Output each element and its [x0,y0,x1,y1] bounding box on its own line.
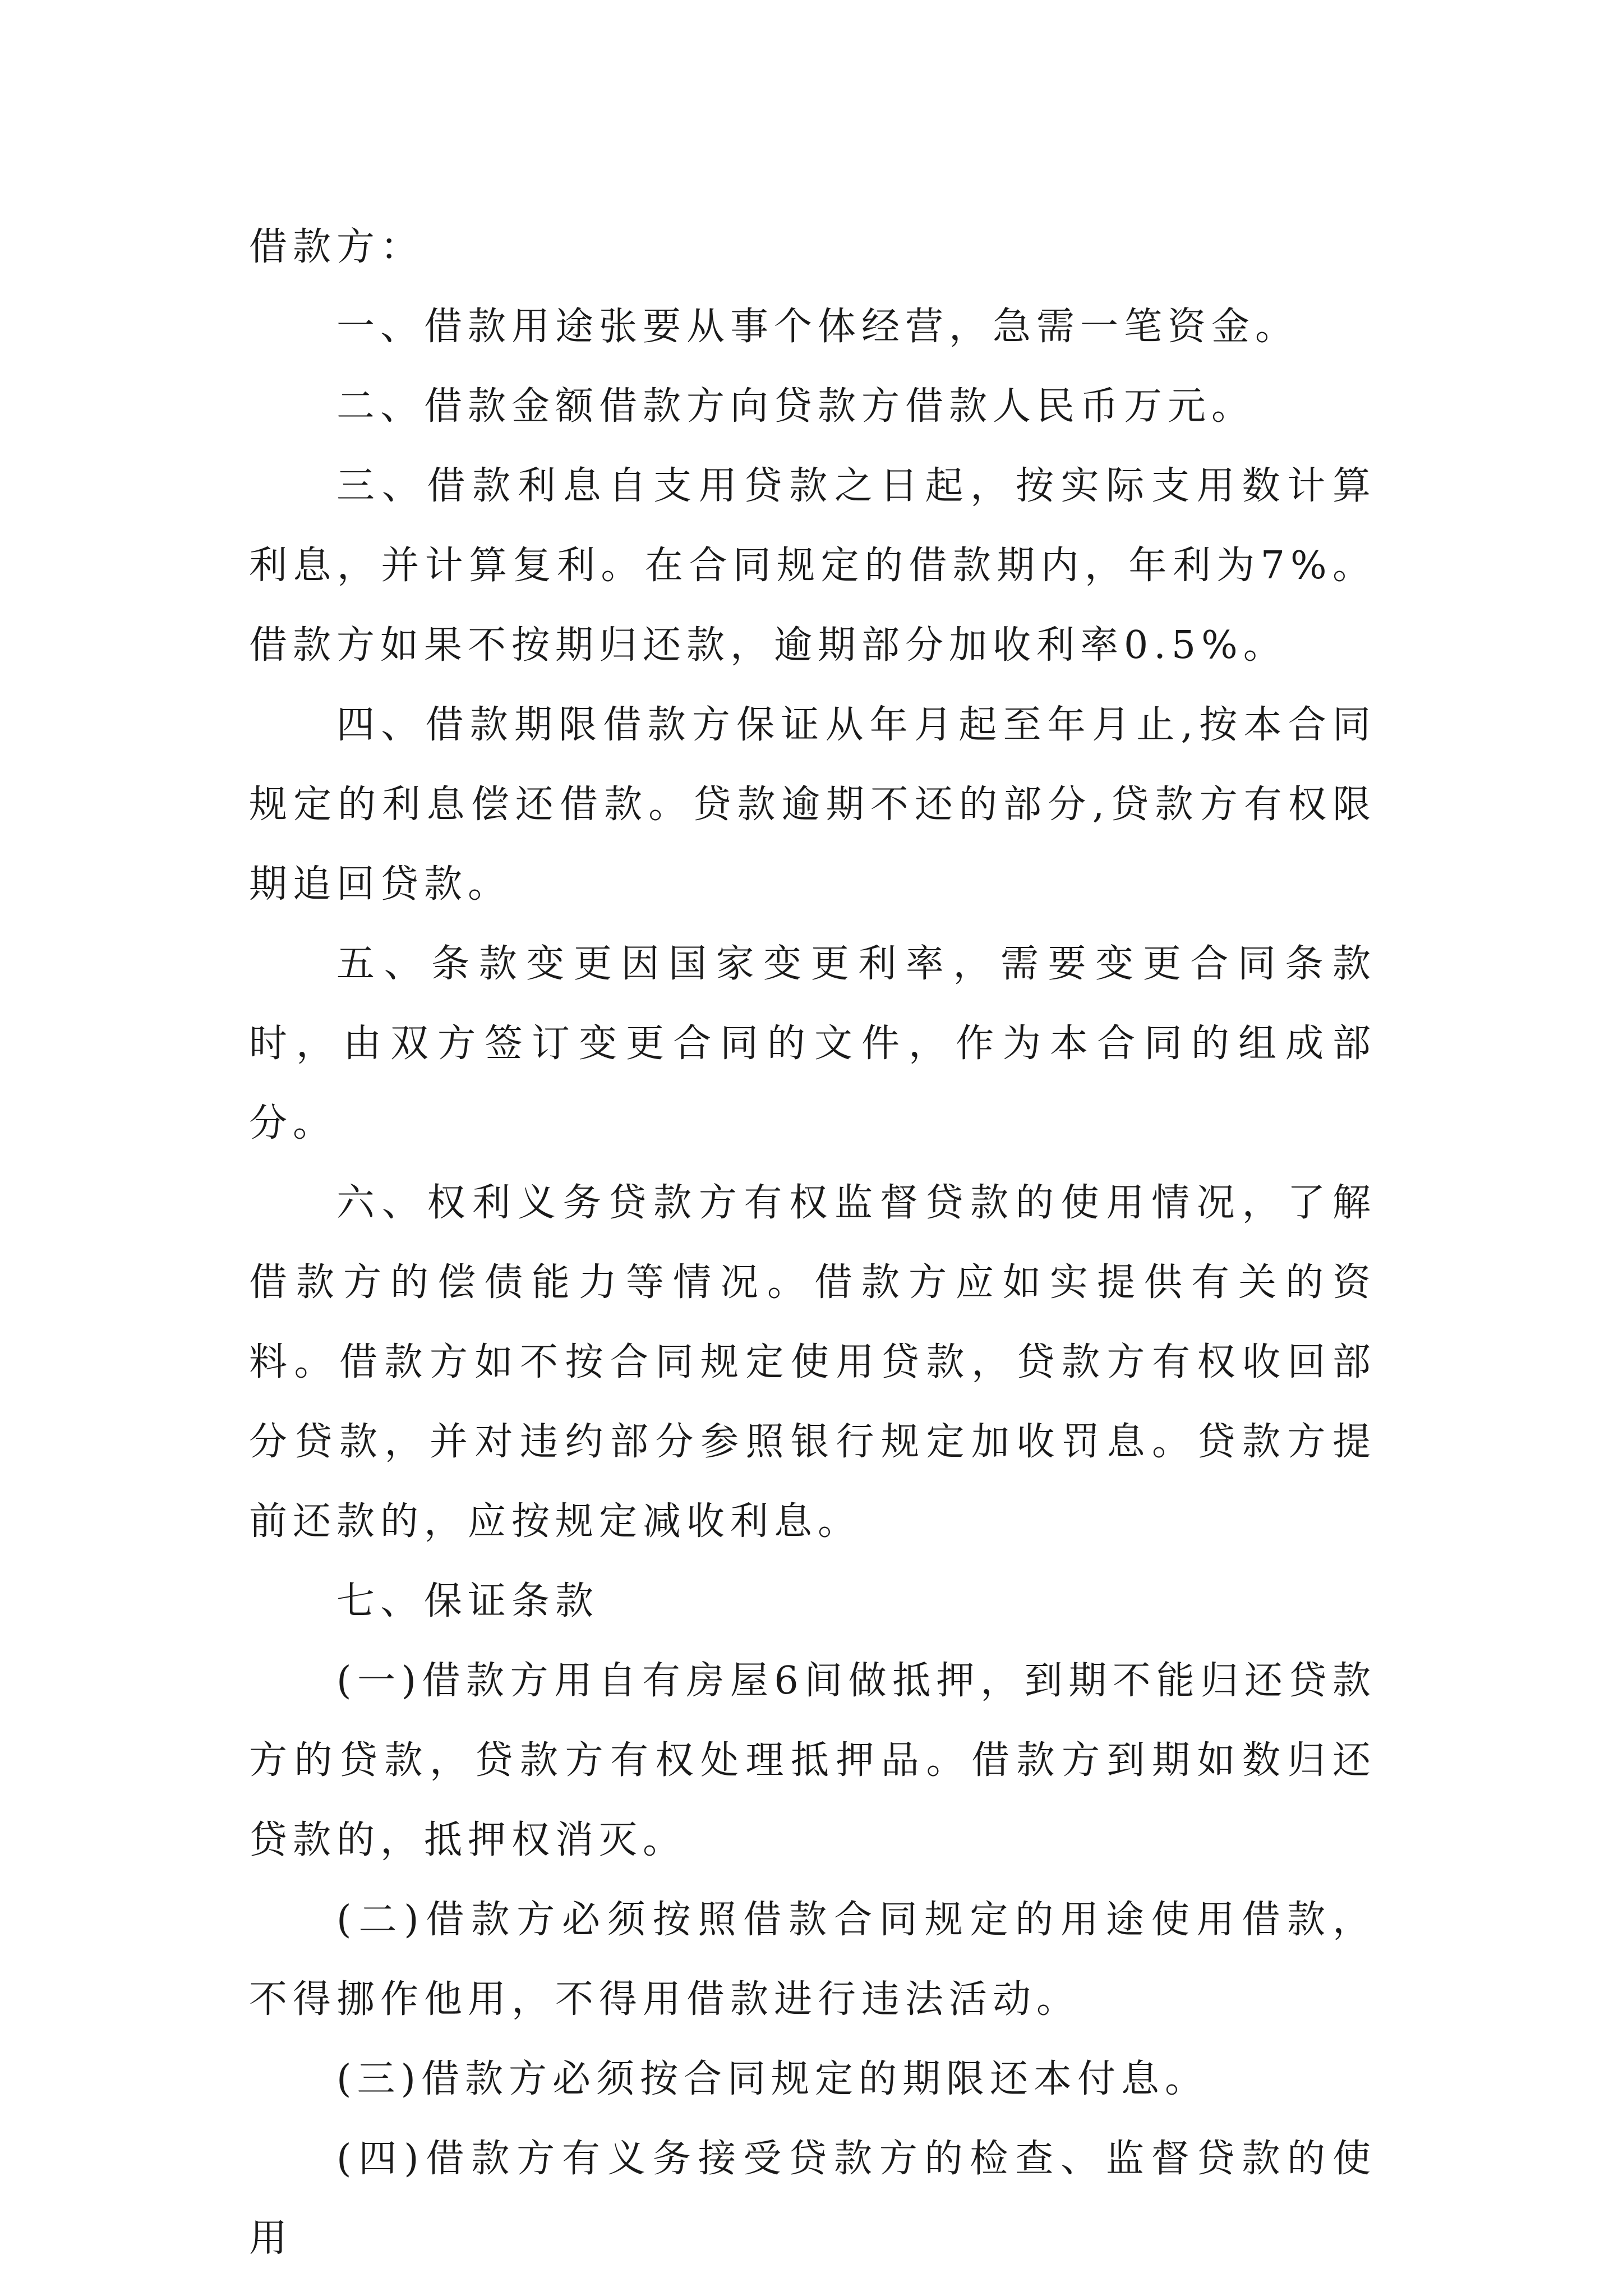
document-body [249,208,1376,2279]
paragraph-loan-amount: 二、借款金额借款方向贷款方借款人民币万元。 [336,384,1256,429]
paragraph-loan-purpose: 一、借款用途张要从事个体经营，急需一笔资金。 [336,305,1299,349]
paragraph-loan-term: 四、借款期限借款方保证从年月起至年月止,按本合同规定的利息偿还借款。贷款逾期不还的部分,贷款方有权限期追回贷款。 [249,703,1376,907]
paragraph-borrower-heading: 借款方： [249,225,425,269]
paragraph-loan-interest: 三、借款利息自支用贷款之日起，按实际支用数计算利息，并计算复利。在合同规定的借款期内，年利为7%。借款方如果不按期归还款，逾期部分加收利率0.5%。 [249,464,1376,668]
paragraph-guarantee-3: (三)借款方必须按合同规定的期限还本付息。 [336,2057,1209,2101]
paragraph-guarantee-heading: 七、保证条款 [336,1579,600,1623]
paragraph-rights-obligations: 六、权利义务贷款方有权监督贷款的使用情况，了解借款方的偿债能力等情况。借款方应如实提供有关的资料。借款方如不按合同规定使用贷款，贷款方有权收回部分贷款，并对违约部分参照银行规定加收罚息。贷款方提前还款的，应按规定减收利息。 [249,1181,1376,1544]
paragraph-clause-change: 五、条款变更因国家变更利率，需要变更合同条款时，由双方签订变更合同的文件，作为本合同的组成部分。 [249,942,1376,1145]
paragraph-guarantee-4: (四)借款方有义务接受贷款方的检查、监督贷款的使用 [249,2137,1376,2261]
paragraph-guarantee-2: (二)借款方必须按照借款合同规定的用途使用借款，不得挪作他用，不得用借款进行违法活动。 [249,1898,1376,2022]
paragraph-guarantee-1: (一)借款方用自有房屋6间做抵押，到期不能归还贷款方的贷款，贷款方有权处理抵押品。借款方到期如数归还贷款的，抵押权消灭。 [249,1659,1376,1862]
